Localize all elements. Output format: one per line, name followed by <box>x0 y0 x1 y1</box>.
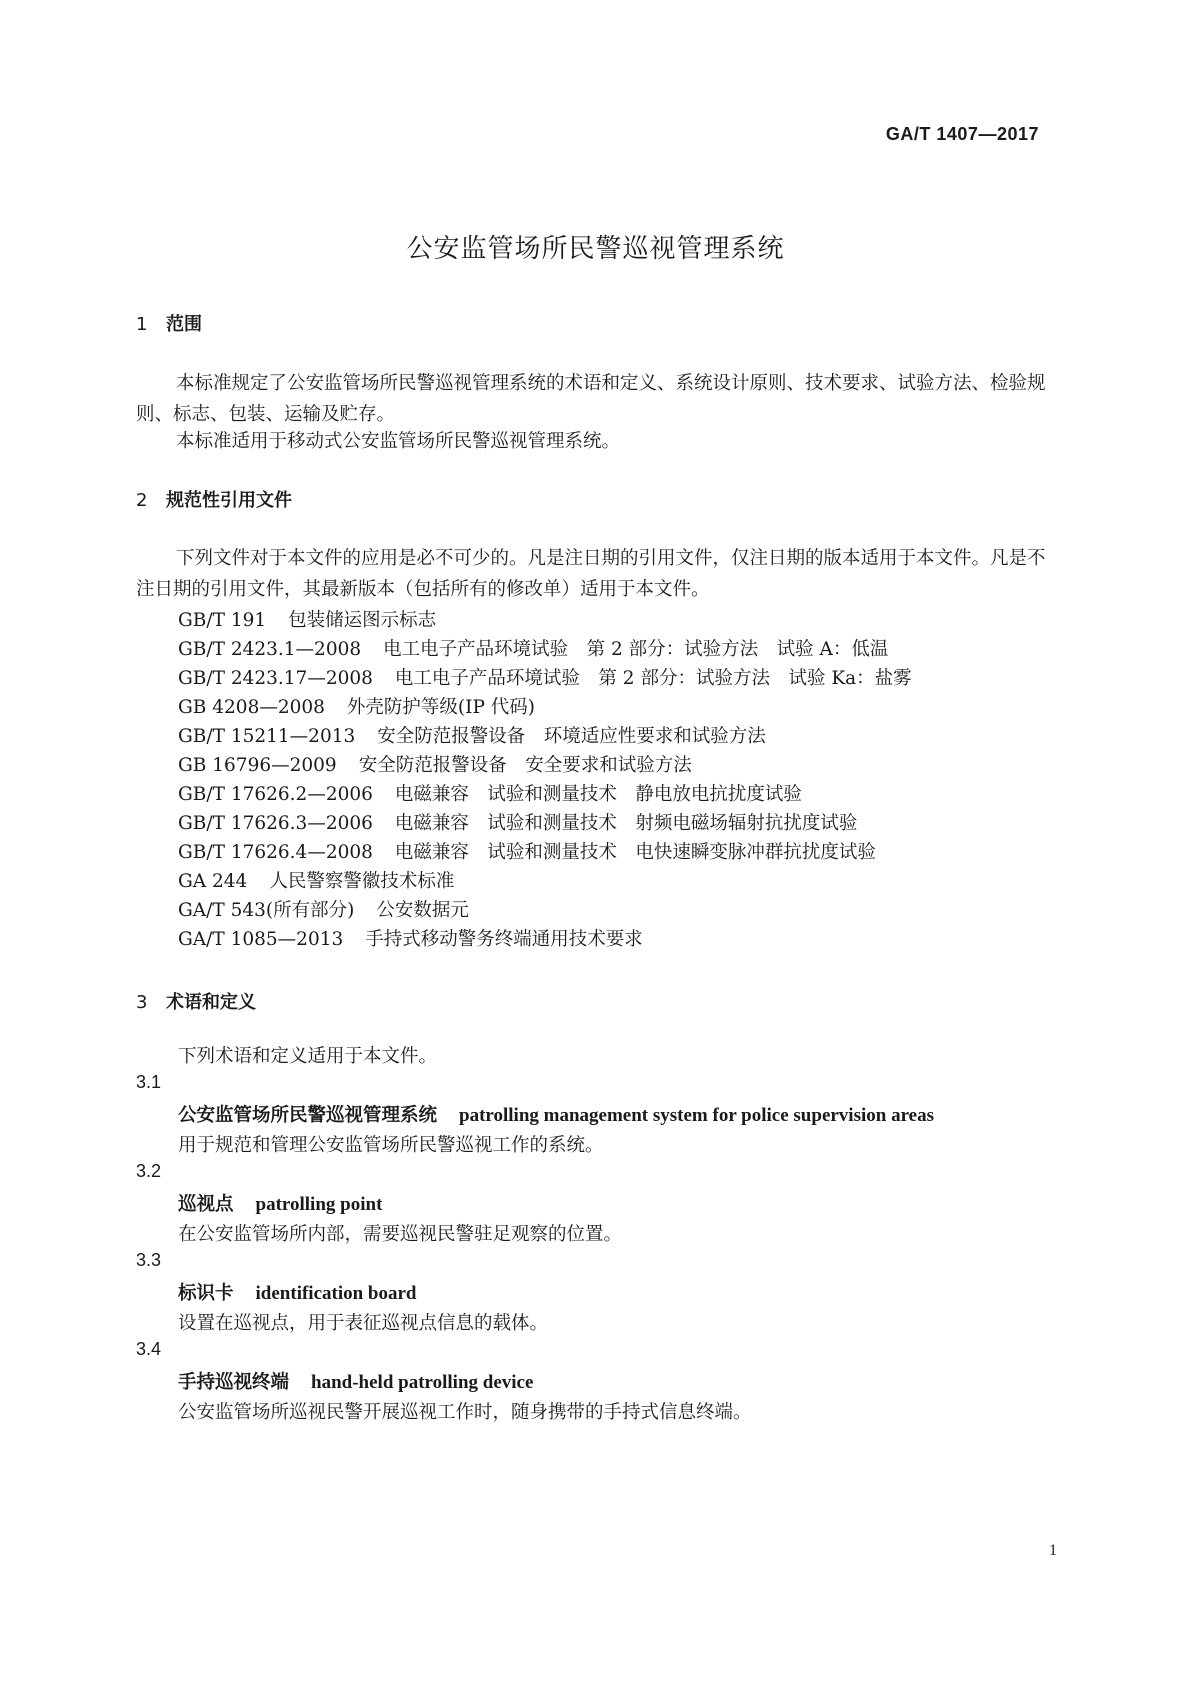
reference-title: 公安数据元 <box>376 900 469 921</box>
term-number: 3.2 <box>136 1161 162 1181</box>
reference-title: 包装储运图示标志 <box>288 610 437 631</box>
reference-code: GA 244 <box>178 871 248 892</box>
reference-item <box>178 664 912 690</box>
reference-code: GB/T 2423.17—2008 <box>178 668 373 689</box>
reference-item <box>178 722 766 748</box>
section-number: 3 <box>136 992 148 1013</box>
reference-code: GB/T 17626.2—2006 <box>178 784 373 805</box>
reference-title: 人民警察警徽技术标准 <box>269 871 455 892</box>
section-title: 规范性引用文件 <box>166 490 292 511</box>
reference-item <box>178 635 888 661</box>
term-number: 3.4 <box>136 1339 162 1359</box>
reference-title: 手持式移动警务终端通用技术要求 <box>365 929 643 950</box>
scope-paragraph-1: 本标准规定了公安监管场所民警巡视管理系统的术语和定义、系统设计原则、技术要求、试验方法、检验规则、标志、包装、运输及贮存。 <box>136 373 1046 425</box>
term-zh: 公安监管场所民警巡视管理系统 <box>178 1105 438 1126</box>
term-heading <box>178 1190 382 1216</box>
term-zh: 手持巡视终端 <box>178 1372 290 1393</box>
reference-item <box>178 780 802 806</box>
reference-item <box>178 838 876 864</box>
term-heading <box>178 1279 417 1305</box>
section-number: 1 <box>136 314 148 335</box>
term-number: 3.1 <box>136 1072 162 1092</box>
term-definition: 在公安监管场所内部，需要巡视民警驻足观察的位置。 <box>178 1224 623 1245</box>
reference-title: 电磁兼容 试验和测量技术 电快速瞬变脉冲群抗扰度试验 <box>394 842 876 863</box>
section-heading-terms <box>136 988 256 1014</box>
section-title: 术语和定义 <box>166 992 256 1013</box>
section-title: 范围 <box>166 314 202 335</box>
scope-paragraph-2: 本标准适用于移动式公安监管场所民警巡视管理系统。 <box>176 431 621 452</box>
reference-item <box>178 896 469 922</box>
reference-title: 电工电子产品环境试验 第 2 部分：试验方法 试验 A：低温 <box>383 639 889 660</box>
document-title: 公安监管场所民警巡视管理系统 <box>406 234 785 264</box>
section-heading-references <box>136 486 292 512</box>
reference-code: GB/T 17626.4—2008 <box>178 842 373 863</box>
reference-code: GB/T 17626.3—2006 <box>178 813 373 834</box>
reference-title: 电磁兼容 试验和测量技术 静电放电抗扰度试验 <box>394 784 802 805</box>
references-intro: 下列文件对于本文件的应用是必不可少的。凡是注日期的引用文件，仅注日期的版本适用于本文件。凡是不注日期的引用文件，其最新版本（包括所有的修改单）适用于本文件。 <box>136 548 1046 600</box>
term-zh: 标识卡 <box>178 1283 234 1304</box>
term-heading <box>178 1101 934 1127</box>
reference-code: GB 16796—2009 <box>178 755 337 776</box>
term-heading <box>178 1368 533 1394</box>
section-number: 2 <box>136 490 148 511</box>
term-en: patrolling point <box>255 1194 383 1215</box>
term-definition: 用于规范和管理公安监管场所民警巡视工作的系统。 <box>178 1135 604 1156</box>
reference-title: 安全防范报警设备 安全要求和试验方法 <box>358 755 692 776</box>
page-number: 1 <box>1049 1542 1057 1559</box>
reference-code: GB 4208—2008 <box>178 697 325 718</box>
reference-title: 安全防范报警设备 环境适应性要求和试验方法 <box>377 726 766 747</box>
reference-title: 外壳防护等级(IP 代码) <box>346 697 535 718</box>
reference-code: GB/T 15211—2013 <box>178 726 356 747</box>
standard-code: GA/T 1407—2017 <box>885 124 1039 144</box>
reference-title: 电磁兼容 试验和测量技术 射频电磁场辐射抗扰度试验 <box>394 813 858 834</box>
term-number: 3.3 <box>136 1250 162 1270</box>
reference-item <box>178 606 436 632</box>
reference-item <box>178 693 535 719</box>
reference-item <box>178 809 857 835</box>
term-zh: 巡视点 <box>178 1194 234 1215</box>
reference-code: GB/T 2423.1—2008 <box>178 639 362 660</box>
reference-code: GA/T 1085—2013 <box>178 929 344 950</box>
section-heading-scope <box>136 310 202 336</box>
reference-code: GA/T 543(所有部分) <box>178 900 355 921</box>
reference-code: GB/T 191 <box>178 610 267 631</box>
reference-title: 电工电子产品环境试验 第 2 部分：试验方法 试验 Ka：盐雾 <box>394 668 912 689</box>
term-definition: 设置在巡视点，用于表征巡视点信息的载体。 <box>178 1313 549 1334</box>
reference-item <box>178 751 692 777</box>
term-en: hand-held patrolling device <box>311 1372 534 1393</box>
reference-item <box>178 925 643 951</box>
reference-item <box>178 867 454 893</box>
term-definition: 公安监管场所巡视民警开展巡视工作时，随身携带的手持式信息终端。 <box>178 1402 752 1423</box>
term-en: identification board <box>255 1283 417 1304</box>
term-en: patrolling management system for police supervision areas <box>459 1105 934 1126</box>
terms-intro: 下列术语和定义适用于本文件。 <box>178 1046 438 1067</box>
